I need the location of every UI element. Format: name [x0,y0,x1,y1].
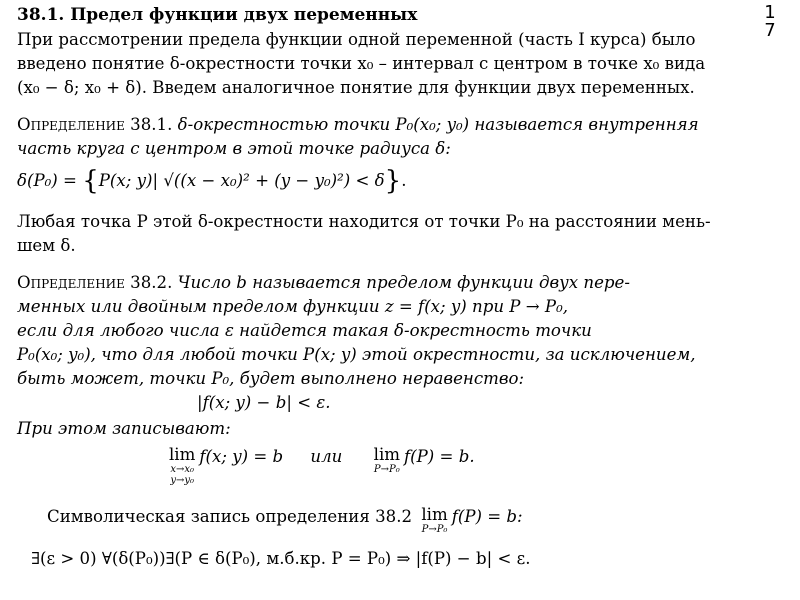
definition-label: Определение 38.1. [17,115,173,134]
limit-formula [165,446,475,486]
formula-end: . [401,171,407,190]
limit-expr-2: f(P) = b. [404,447,475,466]
para2-line-1: Любая точка P этой δ-окрестности находится от точки P₀ на расстоянии мень- [17,212,711,231]
write-line: При этом записывают: [17,419,231,438]
definition-38-2-line-2: менных или двойным пределом функции z = f(x; y) при P → P₀, [17,297,569,316]
section-title: 38.1. Предел функции двух переменных [17,5,418,25]
neighborhood-formula: δ(P₀) = {P(x; y)| √((x − x₀)² + (y − y₀)²) < δ}. [17,166,407,196]
para2-line-2: шем δ. [17,236,76,255]
double-limit: lim x→x₀ y→y₀ [169,445,196,486]
intro-line-2: введено понятие δ-окрестности точки x₀ – интервал с центром в точке x₀ вида [17,54,706,73]
definition-38-2-line-5: быть может, точки P₀, будет выполнено неравенство: [17,369,525,388]
symbolic-expr: f(P) = b: [451,507,523,526]
quantifier-line: ∃(ε > 0) ∀(δ(P₀))∃(P ∈ δ(P₀), м.б.кр. P = P₀) ⇒ |f(P) − b| < ε. [31,549,531,568]
inequality: |f(x; y) − b| < ε. [197,393,331,412]
definition-text: Число b называется пределом функции двух пере- [177,273,630,292]
definition-38-2-line-3: если для любого числа ε найдется такая δ-окрестность точки [17,321,592,340]
intro-line-3: (x₀ − δ; x₀ + δ). Введем аналогичное понятие для функции двух переменных. [17,78,695,97]
definition-text: δ-окрестностью точки P₀(x₀; y₀) называется внутренняя [177,115,699,134]
formula-body: P(x; y)| √((x − x₀)² + (y − y₀)²) < δ [98,171,385,190]
limit-expr-1: f(x; y) = b [199,447,284,466]
intro-line-1: При рассмотрении предела функции одной переменной (часть I курса) было [17,30,696,49]
point-limit: lim P→P₀ [373,445,400,475]
or-word: или [310,447,343,466]
definition-38-2 [17,272,630,294]
symbolic-text: Символическая запись определения 38.2 [47,507,413,526]
page-number: 17 [764,2,776,41]
formula-lhs: δ(P₀) = [17,171,77,190]
symbolic-limit: lim P→P₀ [421,505,448,535]
definition-label: Определение 38.2. [17,273,173,292]
symbolic-line [47,506,523,535]
definition-38-2-line-4: P₀(x₀; y₀), что для любой точки P(x; y) этой окрестности, за исключением, [17,345,696,364]
definition-38-1 [17,114,699,136]
definition-38-1-line-2: часть круга с центром в этой точке радиуса δ: [17,139,451,158]
